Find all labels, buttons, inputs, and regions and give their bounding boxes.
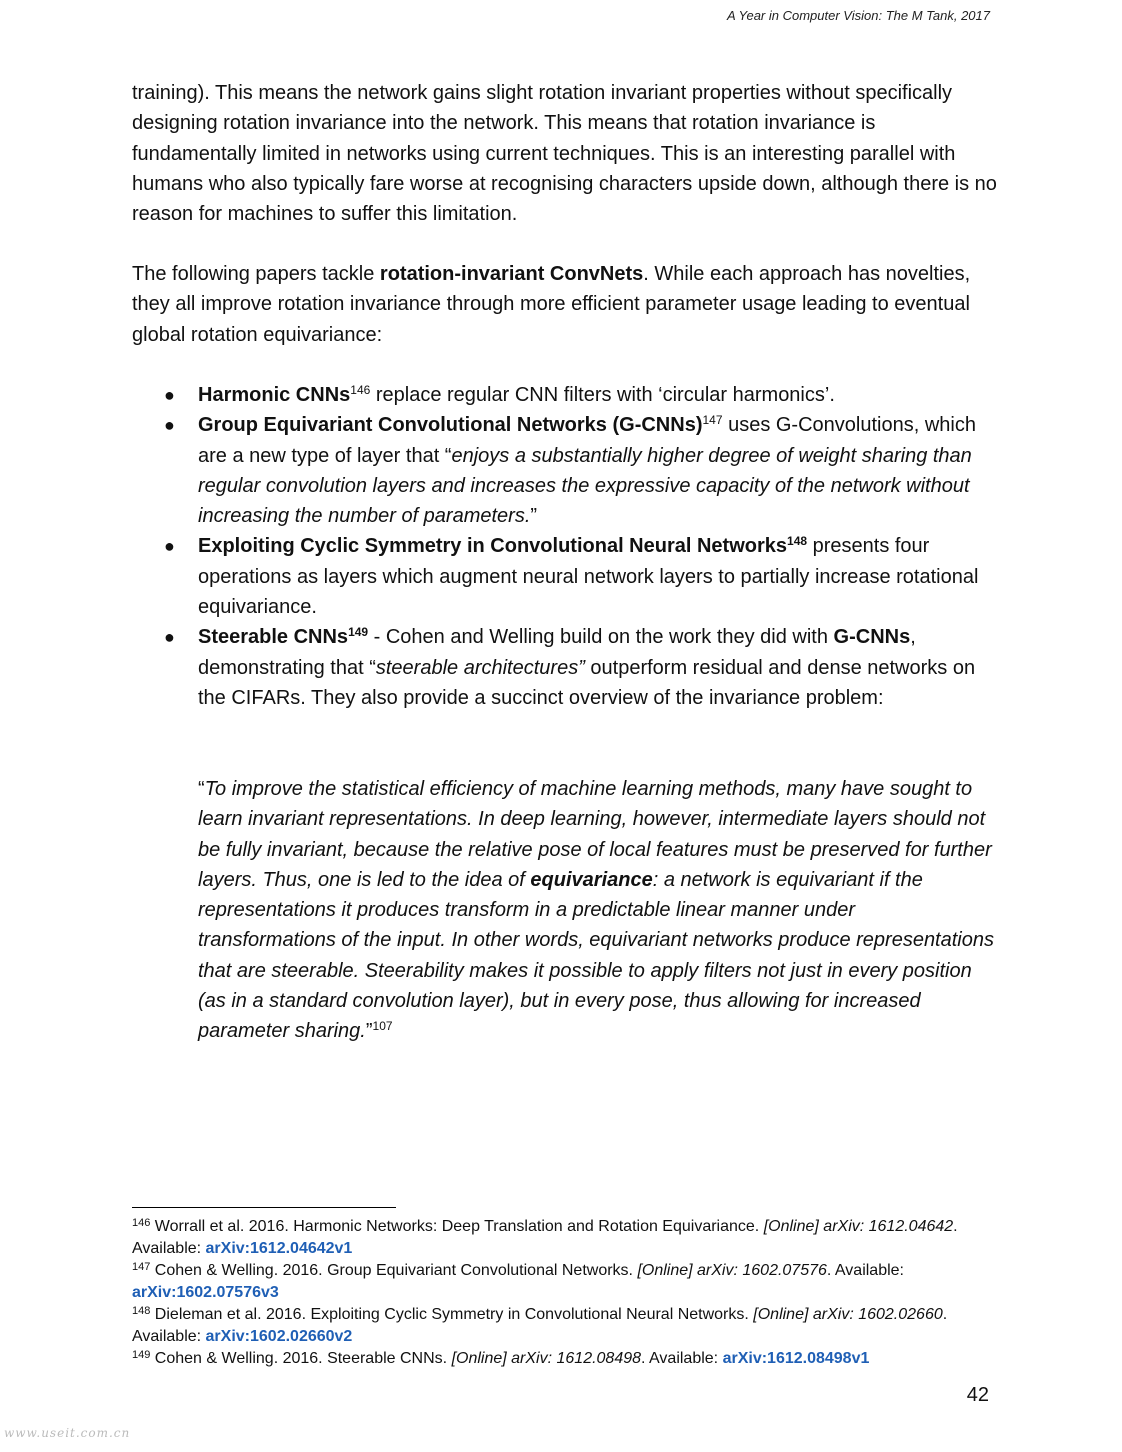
footnote-text: Worrall et al. 2016. Harmonic Networks: Deep Translation and Rotation Equivariance.	[150, 1218, 764, 1235]
footnote-ref[interactable]: 148	[787, 534, 808, 549]
paper-description: replace regular CNN filters with ‘circular harmonics’.	[370, 384, 835, 406]
close-quote: ”	[365, 1020, 373, 1043]
footnote-source: [Online] arXiv: 1612.08498	[451, 1350, 642, 1367]
page-number: 42	[966, 1384, 989, 1406]
footnote-text: . Available:	[132, 1218, 958, 1257]
text: . While each approach has novelties, they all improve rotation invariance through more efficient parameter usage leading to eventual global rotation equivariance:	[132, 263, 971, 346]
arxiv-link[interactable]: arXiv:1602.02660v2	[205, 1328, 353, 1345]
paper-description: uses G-Convolutions, which are a new type of layer that “	[198, 414, 976, 467]
bullet-icon: ●	[164, 536, 175, 557]
list-item-g-cnns	[132, 410, 1002, 531]
text: The following papers tackle	[132, 263, 380, 285]
footnote-147	[132, 1260, 992, 1304]
footnote-divider	[132, 1207, 396, 1208]
arxiv-link[interactable]: arXiv:1602.07576v3	[132, 1284, 279, 1301]
bold-term: rotation-invariant ConvNets	[379, 263, 644, 285]
paper-title: Group Equivariant Convolutional Networks (G-CNNs)	[198, 414, 703, 437]
quoted-text: enjoys a substantially higher degree of weight sharing than regular convolution layers and increases the expressive capacity of the network without increasing the number of parameters.	[198, 444, 972, 528]
list-item-cyclic-symmetry	[132, 531, 1002, 622]
block-quote	[198, 774, 998, 1047]
arxiv-link[interactable]: arXiv:1612.08498v1	[722, 1350, 870, 1367]
footnote-number: 147	[132, 1261, 151, 1273]
footnote-text: . Available:	[826, 1262, 904, 1279]
quoted-text: steerable architectures”	[375, 656, 585, 679]
list-item-harmonic-cnns	[132, 380, 1002, 410]
paper-list	[132, 380, 1002, 713]
paper-description: presents four operations as layers which augment neural network layers to partially increase rotational equivariance.	[198, 535, 979, 619]
footnote-number: 148	[132, 1305, 151, 1317]
footnote-source: [Online] arXiv: 1602.07576	[637, 1262, 827, 1279]
running-header: A Year in Computer Vision: The M Tank, 2017	[726, 8, 990, 23]
paragraph-rotation-invariance: training). This means the network gains slight rotation invariant properties without specifically designing rotation invariance into the network. This means that rotation invariance is fundamentally limited in networks using current techniques. This is an interesting parallel with humans who also typically fare worse at recognising characters upside down, although there is no reason for machines to suffer this limitation.	[132, 82, 997, 226]
footnote-source: [Online] arXiv: 1602.02660	[753, 1306, 943, 1323]
paper-title: Exploiting Cyclic Symmetry in Convolutional Neural Networks	[198, 535, 788, 558]
bullet-icon: ●	[164, 385, 175, 405]
text: outperform residual and dense networks on the CIFARs. They also provide a succinct overview of the invariance problem:	[198, 656, 976, 709]
quote-text: : a network is equivariant if the representations it produces transform in a predictable linear manner under transformations of the input. In other words, equivariant networks produce representations that are steerable. Steerability makes it possible to apply filters not just in every position (as in a standard convolution layer), but in every pose, thus allowing for increased parameter sharing.	[198, 868, 994, 1043]
footnote-text: Cohen & Welling. 2016. Group Equivariant Convolutional Networks.	[150, 1262, 638, 1279]
footnote-ref[interactable]: 147	[702, 413, 723, 428]
footnote-text: . Available:	[132, 1306, 948, 1345]
footnote-number: 149	[132, 1349, 151, 1361]
watermark: www.useit.com.cn	[4, 1426, 131, 1440]
bullet-icon: ●	[164, 627, 175, 648]
footnote-ref[interactable]: 107	[372, 1019, 393, 1034]
bullet-icon: ●	[164, 415, 175, 436]
footnote-ref[interactable]: 146	[350, 383, 371, 397]
footnote-148	[132, 1304, 992, 1348]
footnote-146	[132, 1216, 992, 1260]
open-quote: “	[198, 778, 205, 800]
quote-text: To improve the statistical efficiency of machine learning methods, many have sought to learn invariant representations. In deep learning, however, intermediate layers should not be fully invariant, because the relative pose of local features must be preserved for further layers. Thus, one is led to the idea of	[198, 778, 992, 891]
paper-title: Harmonic CNNs	[198, 384, 351, 406]
paragraph-papers-intro	[132, 259, 1002, 350]
footnotes	[132, 1216, 992, 1370]
paper-description: - Cohen and Welling build on the work they did with	[368, 626, 834, 649]
footnote-ref[interactable]: 149	[348, 625, 369, 640]
arxiv-link[interactable]: arXiv:1612.04642v1	[205, 1240, 353, 1257]
footnote-source: [Online] arXiv: 1612.04642	[763, 1218, 954, 1235]
footnote-number: 146	[132, 1217, 151, 1229]
bold-term: G-CNNs	[833, 626, 911, 649]
list-item-steerable-cnns	[132, 622, 1002, 713]
footnote-149	[132, 1348, 992, 1370]
footnote-text: Cohen & Welling. 2016. Steerable CNNs.	[150, 1350, 452, 1367]
footnote-text: Dieleman et al. 2016. Exploiting Cyclic Symmetry in Convolutional Neural Networks.	[150, 1306, 754, 1323]
footnote-text: . Available:	[641, 1350, 723, 1367]
text: , demonstrating that “	[198, 626, 916, 679]
text: ”	[530, 505, 538, 528]
bold-term: equivariance	[530, 868, 653, 891]
paper-title: Steerable CNNs	[198, 626, 349, 649]
